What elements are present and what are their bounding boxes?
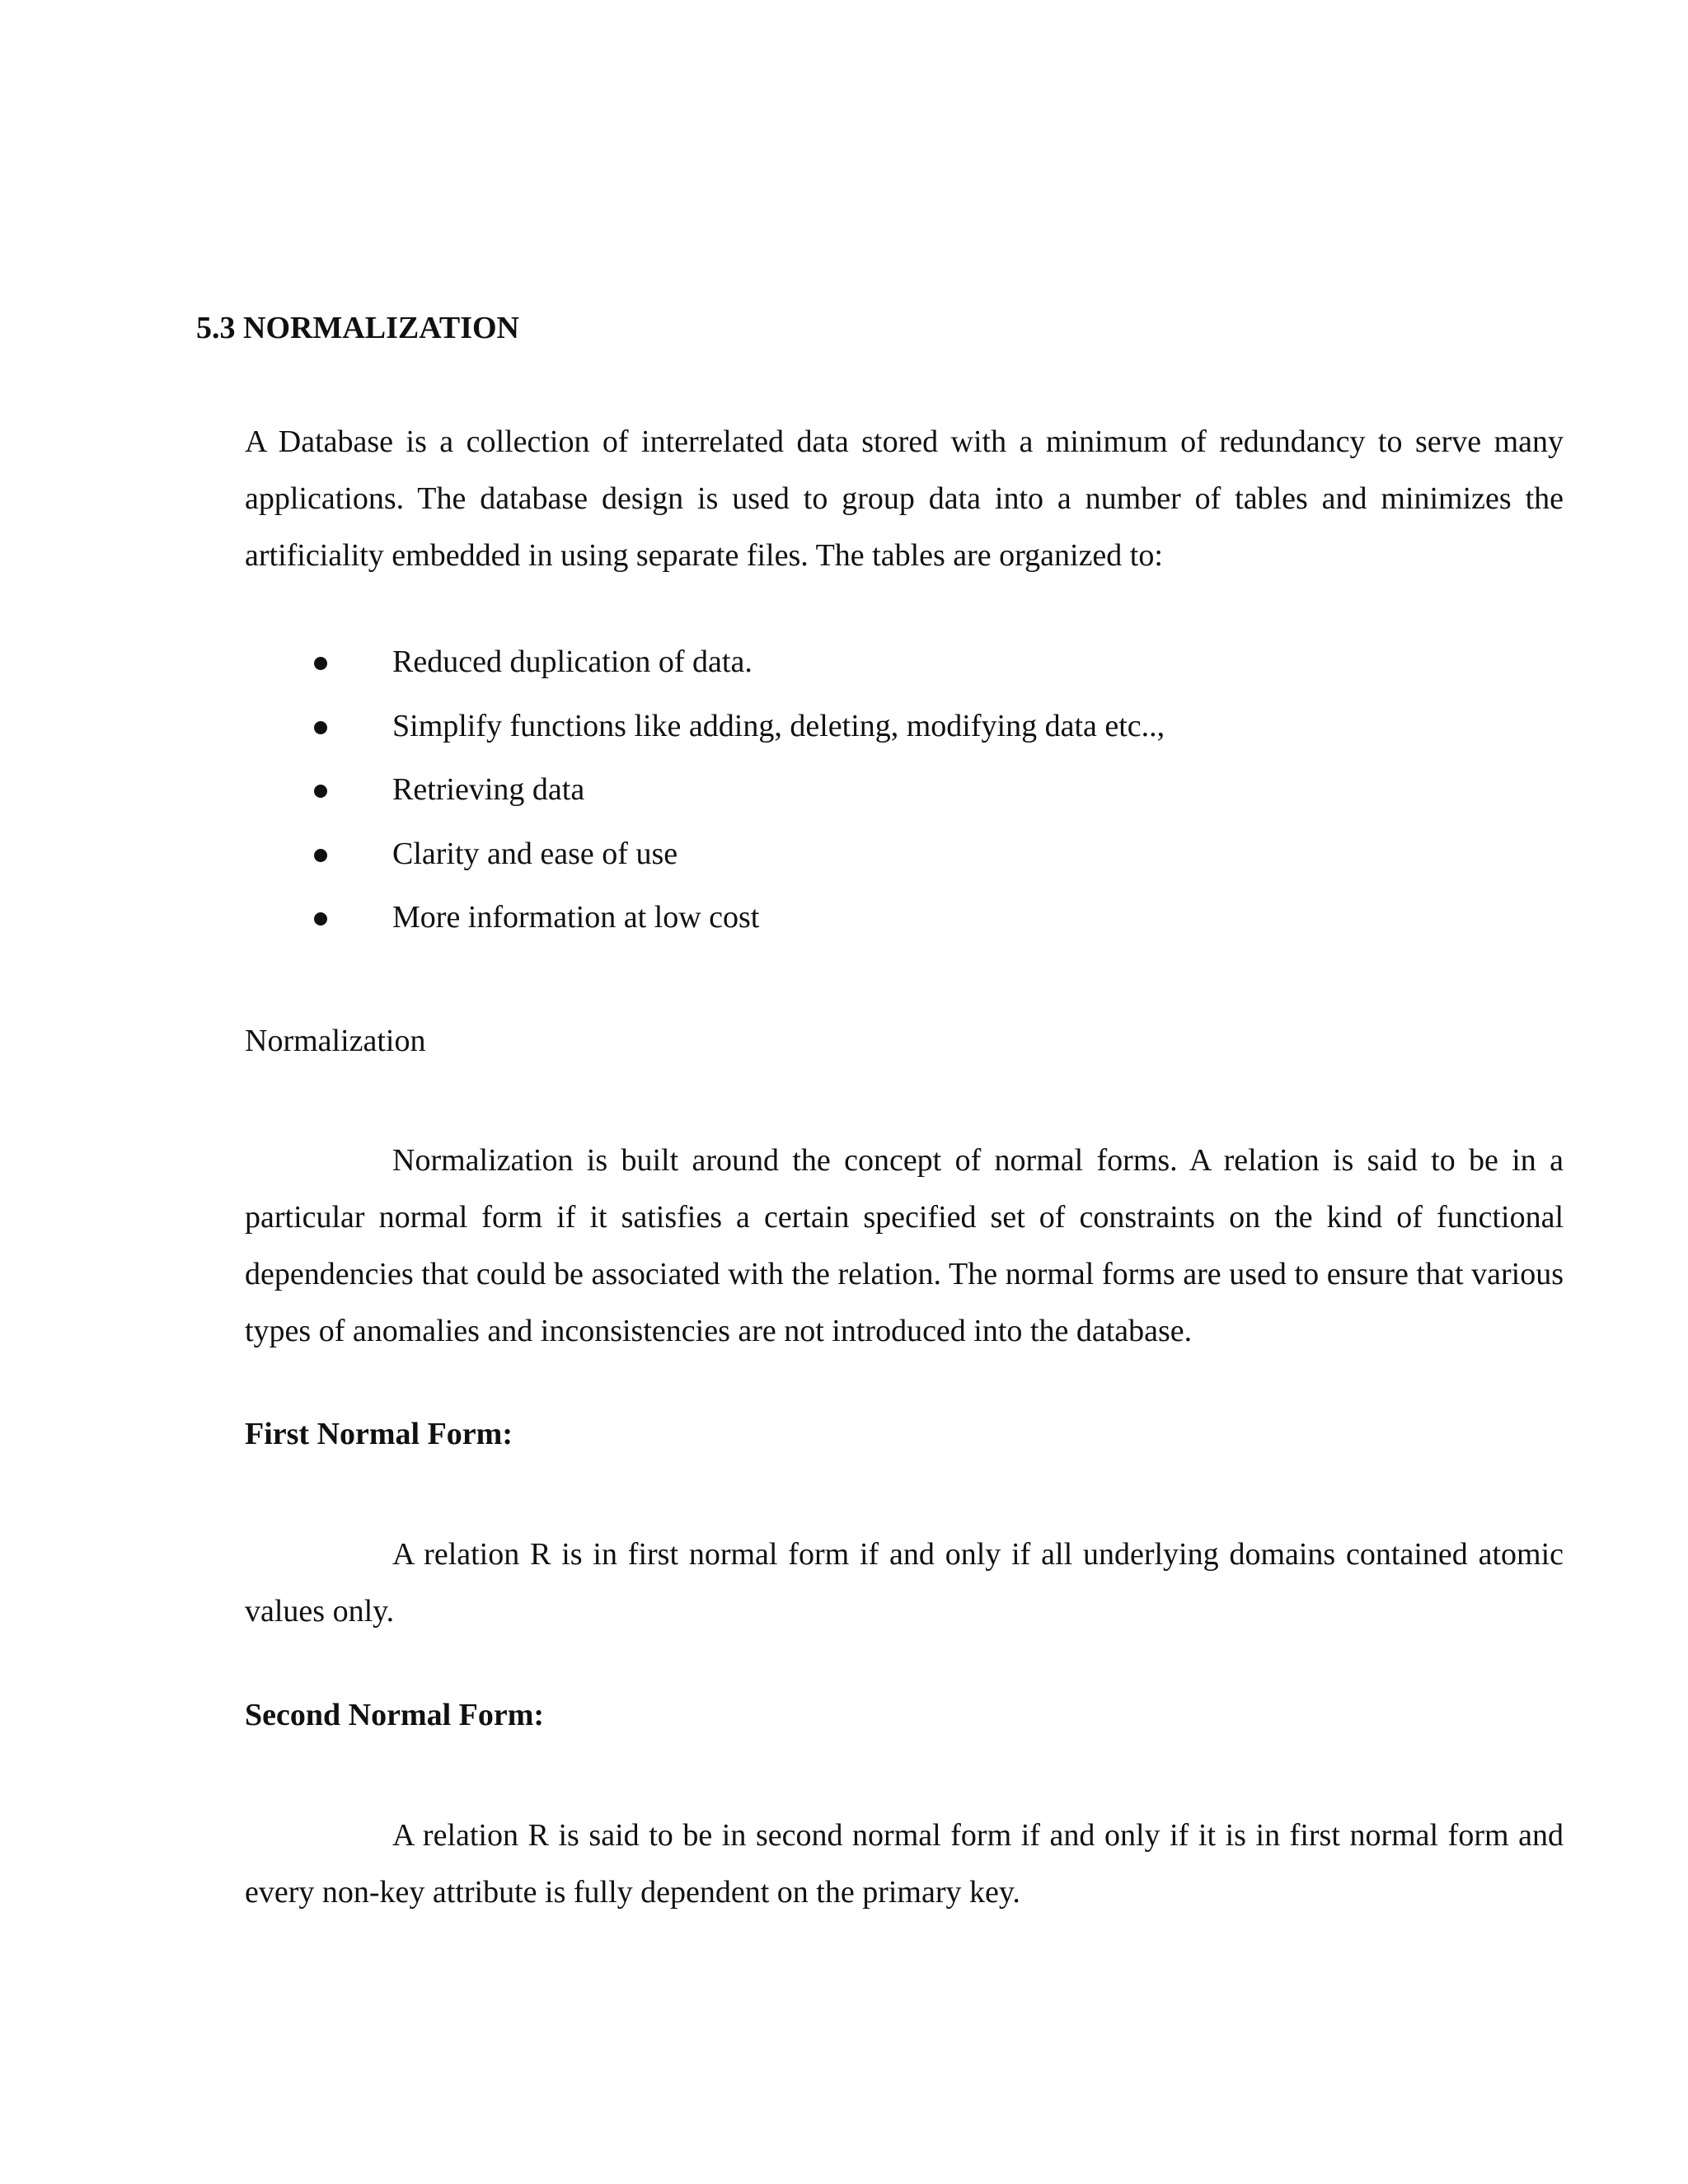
list-item <box>245 706 1564 771</box>
list-item-text: More information at low cost <box>392 900 760 935</box>
bullet-icon <box>314 785 327 798</box>
list-item-text: Retrieving data <box>392 772 585 807</box>
list-item-text: Simplify functions like adding, deleting, modifying data etc.., <box>392 708 1165 743</box>
list-item-text: Reduced duplication of data. <box>392 644 753 679</box>
bullet-icon <box>314 849 327 862</box>
normalization-paragraph: Normalization is built around the concept of normal forms. A relation is said to be in a particular normal form if it satisfies a certain specified set of constraints on the kind of functional dependencies that could be associated with the relation. The normal forms are used to ensure that various types of anomalies and inconsistencies are not introduced into the database. <box>245 1143 1564 1348</box>
bullet-icon <box>314 721 327 734</box>
bullet-icon <box>314 912 327 926</box>
first-normal-form-heading: First Normal Form: <box>245 1417 513 1451</box>
list-item <box>245 642 1564 706</box>
list-item-text: Clarity and ease of use <box>392 836 678 871</box>
bullet-list <box>245 642 1564 962</box>
list-item <box>245 770 1564 834</box>
bullet-icon <box>314 657 327 670</box>
list-item <box>245 834 1564 898</box>
second-normal-form-paragraph: A relation R is said to be in second normal form if and only if it is in first normal form and every non-key attribute is fully dependent on the primary key. <box>245 1818 1564 1910</box>
first-normal-form-paragraph: A relation R is in first normal form if and only if all underlying domains contained atomic values only. <box>245 1537 1564 1629</box>
intro-paragraph: A Database is a collection of interrelated data stored with a minimum of redundancy to serve many applications. The database design is used to group data into a number of tables and minimizes the artificiality embedded in using separate files. The tables are organized to: <box>245 424 1564 573</box>
section-heading: 5.3 NORMALIZATION <box>196 311 519 345</box>
second-normal-form-heading: Second Normal Form: <box>245 1698 545 1732</box>
list-item <box>245 898 1564 962</box>
normalization-heading: Normalization <box>245 1024 426 1058</box>
